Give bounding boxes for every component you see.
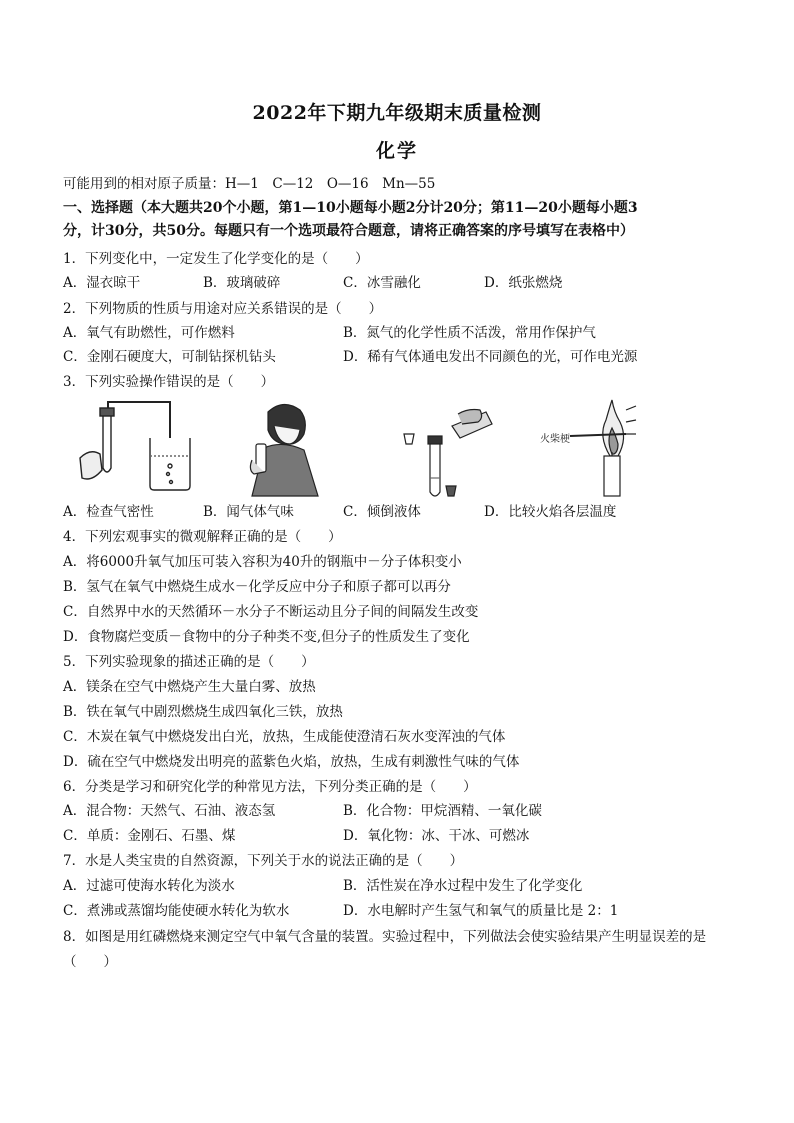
- q4-option-a: A．将6000升氧气加压可装入容积为40升的钢瓶中－分子体积变小: [63, 554, 462, 570]
- q5-option-d: D．硫在空气中燃烧发出明亮的蓝紫色火焰，放热，生成有刺激性气味的气体: [63, 754, 520, 770]
- q7-option-d: D．水电解时产生氢气和氧气的质量比是 2：1: [343, 903, 619, 919]
- airtightness-check-figure: [78, 398, 198, 500]
- q3-option-a: A．检查气密性: [63, 504, 154, 520]
- q6-option-a: A．混合物：天然气、石油、液态氢: [63, 803, 276, 819]
- q5-option-c: C．木炭在氧气中燃烧发出白光，放热，生成能使澄清石灰水变浑浊的气体: [63, 729, 506, 745]
- matchstick-label: 火柴梗: [540, 434, 570, 445]
- smelling-gas-figure: [238, 400, 328, 500]
- q2-option-d: D．稀有气体通电发出不同颜色的光，可作电光源: [343, 349, 638, 365]
- pouring-liquid-figure: [400, 408, 500, 500]
- q4-option-b: B．氢气在氧气中燃烧生成水－化学反应中分子和原子都可以再分: [63, 579, 451, 595]
- question-2-stem: 2．下列物质的性质与用途对应关系错误的是（ ）: [63, 301, 383, 317]
- question-5-stem: 5．下列实验现象的描述正确的是（ ）: [63, 654, 315, 670]
- q1-option-d: D．纸张燃烧: [484, 275, 563, 291]
- q6-option-d: D．氧化物：冰、干冰、可燃冰: [343, 828, 530, 844]
- exam-title: 2022年下期九年级期末质量检测: [252, 102, 542, 124]
- question-7-stem: 7．水是人类宝贵的自然资源，下列关于水的说法正确的是（ ）: [63, 853, 464, 869]
- q4-option-c: C．自然界中水的天然循环－水分子不断运动且分子间的间隔发生改变: [63, 604, 479, 620]
- q1-option-a: A．湿衣晾干: [63, 275, 141, 291]
- subject-title: 化学: [375, 140, 418, 162]
- q3-option-b: B．闻气体气味: [203, 504, 294, 520]
- q2-option-a: A．氧气有助燃性，可作燃料: [63, 325, 235, 341]
- section-heading-2: 分，计30分，共50分。每题只有一个选项最符合题意，请将正确答案的序号填写在表格中）: [63, 223, 634, 239]
- question-4-stem: 4．下列宏观事实的微观解释正确的是（ ）: [63, 529, 342, 545]
- q2-option-b: B．氮气的化学性质不活泼，常用作保护气: [343, 325, 596, 341]
- question-1-stem: 1．下列变化中，一定发生了化学变化的是（ ）: [63, 251, 369, 267]
- q3-option-d: D．比较火焰各层温度: [484, 504, 617, 520]
- q1-option-b: B．玻璃破碎: [203, 275, 281, 291]
- q5-option-a: A．镁条在空气中燃烧产生大量白雾、放热: [63, 679, 316, 695]
- q5-option-b: B．铁在氧气中剧烈燃烧生成四氧化三铁，放热: [63, 704, 343, 720]
- q7-option-a: A．过滤可使海水转化为淡水: [63, 878, 235, 894]
- q7-option-c: C．煮沸或蒸馏均能使硬水转化为软水: [63, 903, 290, 919]
- q6-option-b: B．化合物：甲烷酒精、一氧化碳: [343, 803, 542, 819]
- q3-option-c: C．倾倒液体: [343, 504, 421, 520]
- q7-option-b: B．活性炭在净水过程中发生了化学变化: [343, 878, 583, 894]
- question-8-stem: 8．如图是用红磷燃烧来测定空气中氧气含量的装置。实验过程中，下列做法会使实验结果产生明显误差的是: [63, 929, 707, 945]
- q4-option-d: D．食物腐烂变质－食物中的分子种类不变,但分子的性质发生了变化: [63, 629, 470, 645]
- q1-option-c: C．冰雪融化: [343, 275, 421, 291]
- q6-option-c: C．单质：金刚石、石墨、煤: [63, 828, 236, 844]
- atomic-masses: 可能用到的相对原子质量：H—1 C—12 O—16 Mn—55: [63, 176, 436, 192]
- question-3-stem: 3．下列实验操作错误的是（ ）: [63, 374, 275, 390]
- q2-option-c: C．金刚石硬度大，可制钻探机钻头: [63, 349, 276, 365]
- flame-layers-figure: [540, 396, 640, 500]
- question-8-stem-cont: （ ）: [63, 954, 117, 970]
- question-6-stem: 6．分类是学习和研究化学的种常见方法，下列分类正确的是（ ）: [63, 779, 477, 795]
- section-heading-1: 一、选择题（本大题共20个小题，第1—10小题每小题2分计20分；第11—20小题每小题3: [63, 200, 638, 216]
